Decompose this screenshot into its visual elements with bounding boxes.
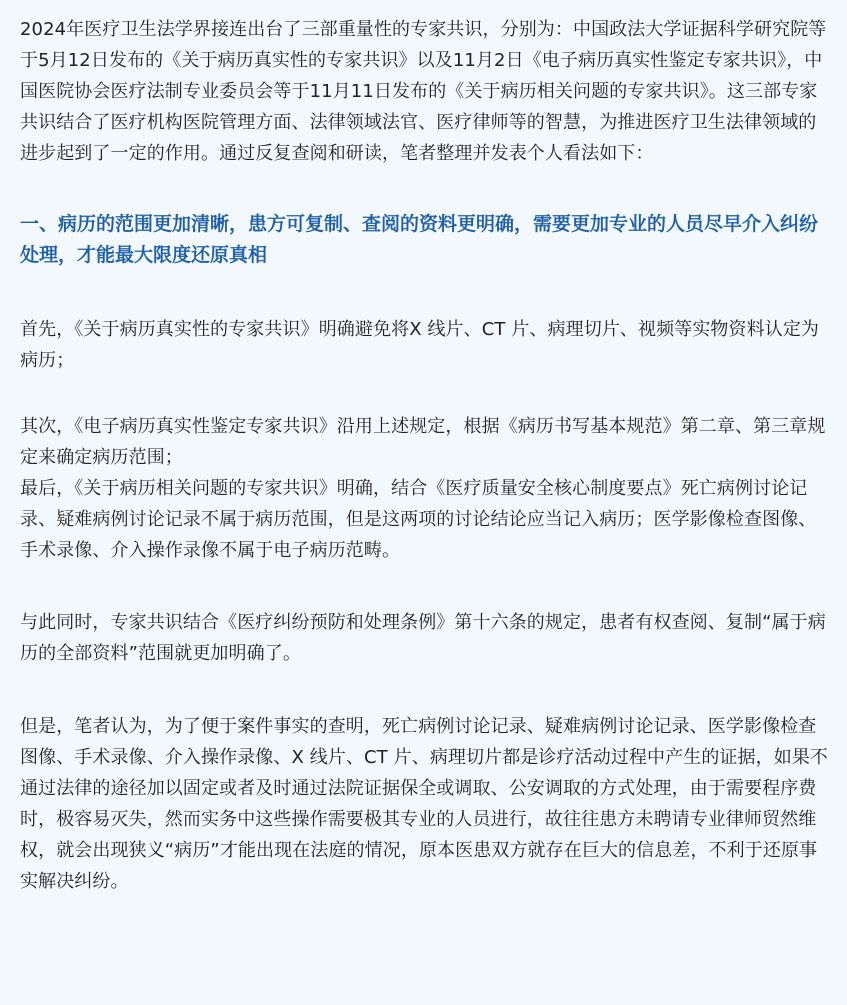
last-paragraph: 最后，《关于病历相关问题的专家共识》明确，结合《医疗质量安全核心制度要点》死亡病例讨论记录、疑难病例讨论记录不属于病历范围，但是这两项的讨论结论应当记入病历；医学影像检查图像、手术录像、介入操作录像不属于电子病历范畴。 xyxy=(20,478,817,561)
section-heading: 一、病历的范围更加清晰，患方可复制、查阅的资料更明确，需要更加专业的人员尽早介入纠纷处理，才能最大限度还原真相 xyxy=(20,213,819,266)
however-paragraph: 但是，笔者认为，为了便于案件事实的查明，死亡病例讨论记录、疑难病例讨论记录、医学影像检查图像、手术录像、介入操作录像、X 线片、CT 片、病理切片都是诊疗活动过程中产生的证据，如果不通过法律的途径加以固定或者及时通过法院证据保全或调取、公安调取的方式处理，由于需要程序费时，极容易灭失，然而实务中这些操作需要极其专业的人员进行，故往往患方未聘请专业律师贸然维权，就会出现狭义“病历”才能出现在法庭的情况，原本医患双方就存在巨大的信息差，不利于还原事实解决纠纷。 xyxy=(20,716,829,892)
intro-paragraph: 2024年医疗卫生法学界接连出台了三部重量性的专家共识，分别为：中国政法大学证据科学研究院等于5月12日发布的《关于病历真实性的专家共识》以及11月2日《电子病历真实性鉴定专家共识》，中国医院协会医疗法制专业委员会等于11月11日发布的《关于病历相关问题的专家共识》。这三部专家共识结合了医疗机构医院管理方面、法律领域法官、医疗律师等的智慧，为推进医疗卫生法律领域的进步起到了一定的作用。通过反复查阅和研读，笔者整理并发表个人看法如下： xyxy=(20,19,827,164)
meanwhile-paragraph: 与此同时，专家共识结合《医疗纠纷预防和处理条例》第十六条的规定，患者有权查阅、复制“属于病历的全部资料”范围就更加明确了。 xyxy=(20,612,826,664)
second-paragraph: 其次，《电子病历真实性鉴定专家共识》沿用上述规定，根据《病历书写基本规范》第二章、第三章规定来确定病历范围； xyxy=(20,416,826,468)
first-paragraph: 首先，《关于病历真实性的专家共识》明确避免将X 线片、CT 片、病理切片、视频等实物资料认定为病历； xyxy=(20,319,820,371)
